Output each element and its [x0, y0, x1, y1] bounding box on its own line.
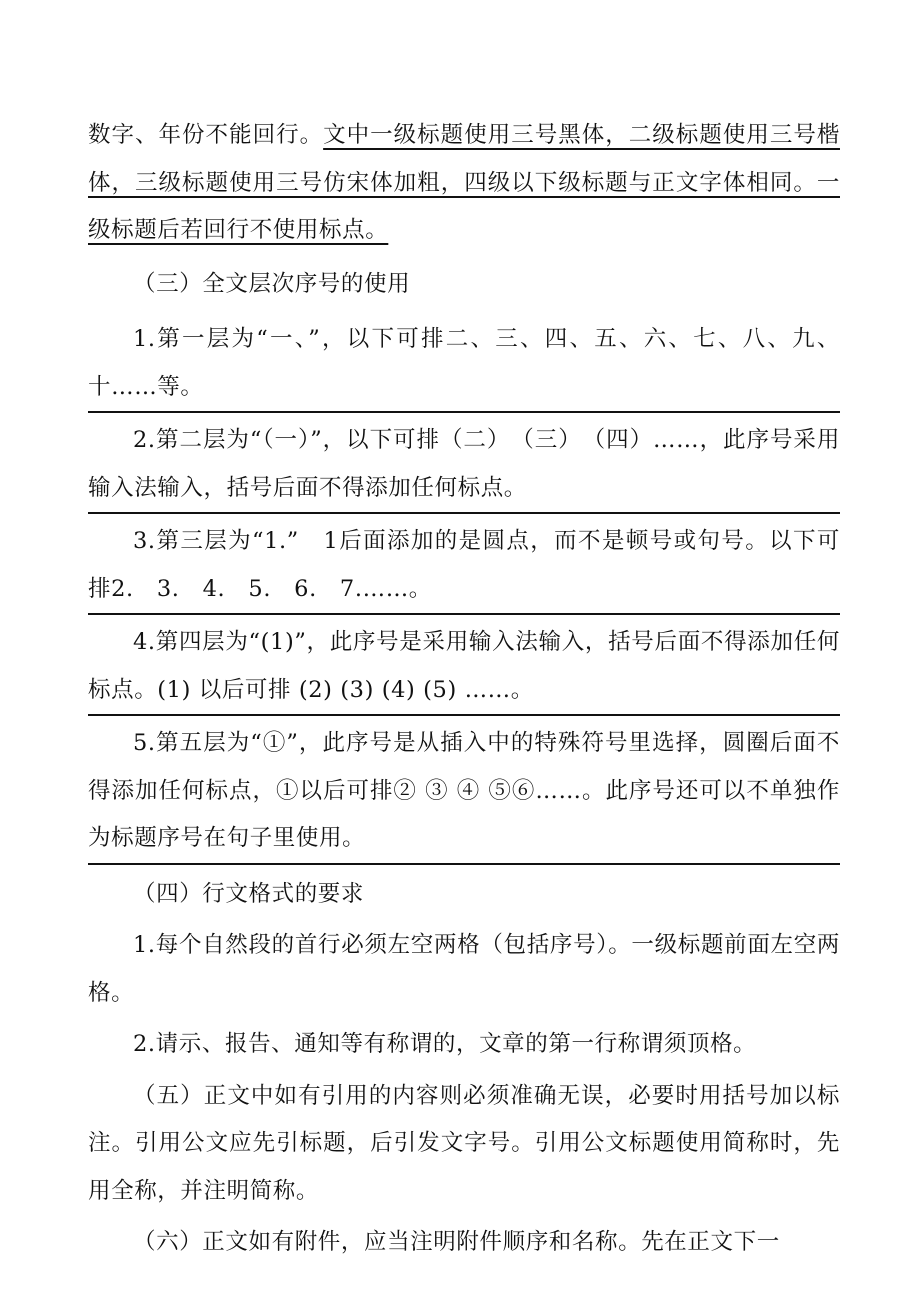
format-rule-1: 1.每个自然段的首行必须左空两格（包括序号）。一级标题前面左空两格。 — [88, 932, 840, 1006]
format-rule-2: 2.请示、报告、通知等有称谓的，文章的第一行称谓须顶格。 — [133, 1031, 757, 1057]
numbering-level-3: 3.第三层为“1.” 1后面添加的是圆点，而不是顿号或句号。以下可排2. 3. 4. 5. 6. 7.……。 — [88, 518, 840, 615]
section-heading-4: （四）行文格式的要求 — [133, 880, 365, 907]
numbering-level-4: 4.第四层为“(1)”，此序号是采用输入法输入，括号后面不得添加任何标点。(1) 以后可排 (2) (3) (4) (5) ……。 — [88, 619, 840, 716]
document-page — [88, 112, 840, 1267]
numbering-level-2: 2.第二层为“（一）”，以下可排（二） （三） （四）……，此序号采用输入法输入，括号后面不得添加任何标点。 — [88, 417, 840, 514]
text-segment-plain: 数字、年份不能回行。 — [88, 122, 324, 148]
text-segment-underlined: 文中一级标题使用三号黑体，二级标题使用三号楷体，三级标题使用三号仿宋体加粗，四级以下级标题与正文字体相同。一级标题后若回行不使用标点。 — [88, 122, 840, 243]
section-heading-3: （三）全文层次序号的使用 — [133, 270, 411, 297]
section-heading-6: （六）正文如有附件，应当注明附件顺序和名称。先在正文下一 — [133, 1229, 780, 1255]
paragraph-heading-rules — [88, 112, 840, 255]
numbering-level-1: 1.第一层为“一、”，以下可排二、三、四、五、六、七、八、九、十……等。 — [88, 316, 840, 413]
numbering-level-5: 5.第五层为“①”，此序号是从插入中的特殊符号里选择，圆圈后面不得添加任何标点，①以后可排② ③ ④ ⑤⑥……。此序号还可以不单独作为标题序号在句子里使用。 — [88, 720, 840, 865]
section-heading-5: （五）正文中如有引用的内容则必须准确无误，必要时用括号加以标注。引用公文应先引标题，后引发文字号。引用公文标题使用简称时，先用全称，并注明简称。 — [88, 1082, 840, 1204]
